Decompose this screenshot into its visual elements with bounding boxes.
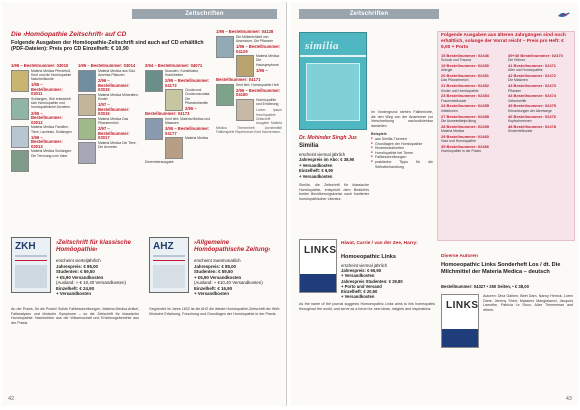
zkh-line: Studenten: € 59,50	[56, 269, 95, 274]
links-line: + Versandkosten	[341, 294, 375, 300]
cover-band	[442, 329, 478, 347]
entry-number: 46 Bestellnummer: 02476	[508, 113, 557, 119]
cd-section-subtitle: Folgende Ausgaben der Homöopathie-Zeitschrift sind auch auf CD erhältlich (PDF-Dateien): Preis pro CD Einzelheft: € 10,90	[11, 40, 204, 53]
entry-title: Allergie	[441, 68, 453, 73]
right-section-tab: Zeitschriften	[299, 9, 439, 19]
entry-number: 28 Bestellnummer: 02459	[441, 123, 490, 129]
entry-title: Infektionen	[441, 108, 458, 113]
issue-item	[78, 64, 140, 77]
left-section-tab: Zeitschriften	[132, 9, 277, 19]
issue-entry	[441, 64, 505, 73]
issue-description: Die Mütterlichkeit von Arsenicum, Die Pflanzen	[236, 34, 274, 43]
entry-number: 27 Bestellnummer: 02458	[441, 113, 490, 119]
example-item: ■ Homöopathie bei Tieren	[371, 151, 433, 156]
special-title: Homoeopathic Links Sonderheft Los / dt. Die Milchmittel der Materia Medica – deutsch	[441, 262, 561, 275]
links-pricing	[341, 263, 435, 299]
issue-entry	[441, 74, 505, 83]
entry-title: Geburtshilfe	[508, 98, 527, 103]
entry-title: Kopfschmerzen	[508, 118, 532, 123]
issue-item	[11, 64, 73, 81]
cover-rule	[15, 255, 47, 257]
zkh-title: ›Zeitschrift für klassische Homöopathie‹	[56, 239, 131, 253]
links-description: As the name of the journal suggests Homoeopathic Links aims to link homeopaths throughout the world, and serve as a forum for new ideas, insights and inspirations.	[299, 302, 435, 311]
ahz-line: erscheint zweimonatlich	[194, 258, 241, 263]
special-description: Autoren: Dina Gahlen, Beet Dam, Nancy Herrick, Loren Dane, Jeremy Sherr, Massimo Mangialavori, Jacques Lamothe, Patricia Le Roux, Alize Timmerman and others.	[483, 294, 573, 312]
entry-title: Alter und Homöopathie	[508, 68, 543, 73]
entry-number: 48 Bestellnummer: 02478	[508, 123, 557, 129]
issues-column-2	[78, 64, 140, 221]
issue-entry	[441, 94, 505, 103]
ahz-description: Gegründet im Jahre 1832 ist die AHZ die älteste Homöopathie-Zeitschrift der Welt: Klinische Erfahrung, Forschung und Grundlagen der Homöopathie in der Praxis.	[149, 307, 280, 316]
issue-number: 2/95 – Bestellnummer: 04172	[165, 78, 210, 88]
issue-entry	[441, 135, 505, 144]
similia-line: + Versandkosten	[299, 162, 333, 168]
issues-column-4	[216, 30, 282, 221]
issue-item	[145, 107, 211, 125]
zkh-logo: ZKH	[15, 241, 36, 252]
issue-description: Materia Medica Das Pflanzenreich	[98, 116, 129, 125]
issue-description: Materia Medica Schlangen. Die Trennung vom Vater	[31, 149, 73, 158]
entry-number: 29 Bestellnummer: 02460	[441, 133, 490, 139]
issue-entry	[441, 145, 505, 154]
issue-item	[11, 112, 73, 134]
entry-number: 15 Bestellnummer: 02446	[441, 54, 490, 58]
entry-number: 39+40 Bestellnummer: 02470	[508, 54, 563, 58]
issue-item	[216, 30, 282, 43]
entry-number: 44 Bestellnummer: 02474	[508, 93, 557, 99]
similia-paragraph: Im Vordergrund stehen Fallberichte, die den Weg von der Anamnese zur Verschreibung nachvollziehbar darstellen.	[371, 110, 433, 128]
cd-section-title: Die ›Homöopathie Zeitschrift‹ auf CD	[11, 31, 127, 38]
cover-band	[300, 274, 336, 292]
links-line: + Porto und Versand	[341, 283, 382, 289]
entry-number: 42 Bestellnummer: 02472	[508, 73, 557, 79]
ahz-line: Einzelheft: € 16,90	[194, 285, 233, 291]
special-author: Diverse Autoren	[441, 254, 478, 259]
cover-image	[15, 265, 47, 288]
zkh-line: Einzelheft: € 24,90	[56, 285, 95, 291]
entry-number: 35 Bestellnummer: 02466	[441, 143, 490, 149]
links-logo: LINKS	[304, 245, 337, 256]
issue-description: Materia Medica Die Hautsymptome	[256, 54, 280, 67]
ahz-logo: AHZ	[153, 241, 174, 252]
issue-entry	[441, 84, 505, 93]
older-issues-title: Folgende Ausgaben aus älteren Jahrgängen sind noch erhältlich, solange der Vorrat reicht – Preis pro Heft: € 5,00 + Porto	[441, 33, 566, 50]
issue-entry	[508, 74, 572, 83]
issue-number: 2/95 – Bestellnummer: 03012	[31, 110, 63, 125]
issues-column-1	[11, 64, 73, 221]
example-item: ■ Grundlagen der Homöopathie	[371, 142, 433, 147]
issue-entry	[508, 94, 572, 103]
cover-band	[300, 55, 366, 57]
similia-line: Jahrespreis im Abo: € 38,90	[299, 157, 355, 163]
column-note: Lorem ipsum Homöopathie Zeitschrift Ausgabe Materia Medica Themenheft Arzneimittel Fallbeispiele Repertorium Kent Hahnemann.	[216, 108, 282, 134]
issue-number: 1/96 – Bestellnummer: 03014	[78, 64, 136, 68]
issue-entry	[508, 104, 572, 113]
issue-number: 1/97 – Bestellnummer: 03016	[98, 102, 130, 117]
ahz-line: + €5,90 Versandkosten	[194, 274, 242, 280]
issue-item	[216, 69, 282, 87]
issue-cover	[11, 150, 29, 172]
entry-title: Kinderheilkunde	[508, 128, 533, 133]
similia-title: Similia	[299, 143, 319, 149]
issue-item	[11, 136, 73, 158]
similia-body-right	[371, 110, 433, 222]
issue-description: Kent lebt. Materia Medica und Miasmen	[165, 116, 211, 125]
links-line: Einzelheft: € 20,90	[341, 289, 378, 295]
issue-number: 3/95 – Bestellnummer: 04177	[165, 126, 210, 136]
entry-title: Die Arzneimittelprüfung	[441, 118, 477, 123]
special-cover-logo: LINKS	[446, 300, 479, 311]
entry-number: 43 Bestellnummer: 02473	[508, 83, 557, 89]
links-line: Jahrespreis: € 65,90	[341, 268, 382, 274]
entry-title: Erkrankungen der Atemwege	[508, 108, 552, 113]
issue-description: Materia Medica Mineralien, Kinder	[98, 92, 139, 101]
issue-description: Materia Medica Familien, Tiere, Lachesis, Schlangen	[31, 125, 72, 134]
issue-description: Materia Medica Die Tiere, Die Arzneien	[98, 140, 137, 150]
issue-item	[11, 83, 73, 109]
issue-item	[145, 79, 211, 105]
issue-number: 2/96 – Bestellnummer: 04180	[236, 87, 281, 98]
links-line: + Versandkosten	[341, 273, 375, 279]
issue-entry	[508, 64, 572, 73]
ahz-line: Studenten: € 59,50	[194, 269, 233, 274]
entry-number: 23 Bestellnummer: 02454	[441, 93, 490, 99]
ahz-title: ›Allgemeine Homöopathische Zeitung‹	[194, 239, 271, 253]
zkh-line: + €5,90 Versandkosten	[56, 274, 104, 280]
special-order-info: Bestellnummer: 04327 • 250 Seiten, • € 38,00	[441, 284, 529, 289]
issue-entry	[441, 104, 505, 113]
issue-description: Materia Medica Pferdefuß, Kent und die Homöopathie Naturheilkunde	[31, 68, 72, 82]
cover-image	[153, 265, 185, 288]
entry-number: 20 Bestellnummer: 02451	[441, 73, 490, 79]
issue-entry	[508, 125, 572, 134]
example-item: ■ Fallbeschreibungen	[371, 155, 433, 160]
issue-description: Materia Medica aus Süd-Amerika Pflanzen	[98, 68, 136, 77]
issue-description: Schlangen, Wie entwickelt sich Homöopathie und homöopathische Arzneien	[31, 96, 71, 110]
ahz-line: + Versandkosten	[194, 291, 230, 296]
issue-item	[216, 89, 282, 107]
links-author: Hiwat, Carrie / van der Zee, Harry:	[341, 241, 418, 246]
entry-title: Schock und Trauma	[441, 58, 472, 63]
entry-title: Kinder und Homöopathie	[441, 88, 479, 93]
ahz-line: Jahrespreis: € 85,00	[194, 263, 236, 269]
example-item: ■ Kinderkrankheiten	[371, 146, 433, 151]
zkh-line: Jahrespreis: € 85,00	[56, 263, 98, 269]
entry-title: Materia Medica	[441, 128, 465, 133]
similia-examples	[371, 137, 433, 169]
similia-line: erscheint viermal jährlich	[299, 152, 346, 157]
example-item: ■ aus Similia-Themen	[371, 137, 433, 142]
issue-entry	[441, 115, 505, 124]
issue-entry	[508, 84, 572, 93]
right-page	[291, 2, 578, 406]
issue-item	[216, 45, 282, 67]
zkh-pricing	[56, 258, 138, 297]
similia-author: Dr. Mohinder Singh Jus	[299, 135, 357, 141]
issue-number: 2/97 – Bestellnummer: 03017	[98, 126, 130, 141]
issue-entry	[441, 54, 505, 63]
older-issues-column-1	[441, 54, 505, 238]
older-issues-column-2	[508, 54, 572, 238]
issue-item	[78, 79, 140, 101]
ahz-pricing	[194, 258, 280, 297]
links-line: Jahrespreis Studenten: € 29,80	[341, 278, 403, 284]
issue-entry	[441, 125, 505, 134]
issue-number: 1/96 – Bestellnummer: 04171	[216, 67, 268, 83]
issue-cover	[236, 99, 254, 121]
zkh-line: erscheint vierteljährlich	[56, 258, 101, 263]
cover-image	[306, 63, 360, 121]
ahz-line: (Ausland: + €10,40 Versandkosten)	[194, 280, 263, 285]
entry-title: Haut und Homöopathie	[441, 139, 476, 144]
issue-description: Nosoden, Konstitution, Krankheiten	[165, 68, 200, 77]
entry-number: 24 Bestellnummer: 02455	[441, 103, 490, 109]
similia-line: Einzelheft: € 9,90	[299, 168, 333, 174]
issue-number: 1/96 – Bestellnummer: 04128	[216, 30, 274, 34]
similia-examples-label: Beispiele	[371, 132, 387, 137]
entry-title: Das Pflanzenreich	[441, 78, 469, 83]
issue-number: 2/94 – Bestellnummer: 04071	[145, 64, 203, 68]
similia-logo: similia	[305, 40, 340, 52]
issue-item	[78, 127, 140, 149]
issue-cover	[165, 137, 183, 159]
similia-pricing	[299, 152, 369, 179]
issue-item	[78, 103, 140, 125]
issue-description: Materia Medica Dezemberausgabe	[145, 136, 209, 165]
zkh-line: + Versandkosten	[56, 291, 92, 296]
entry-title: Homöopathie in der Praxis	[441, 149, 481, 154]
issue-description: Kent lebt. Homöopathie Heft	[236, 82, 279, 87]
issue-number: 2/96 – Bestellnummer: 03015	[98, 78, 130, 93]
issue-entry	[508, 115, 572, 124]
page-number-right: 43	[565, 396, 572, 402]
left-page	[2, 2, 287, 406]
links-cover	[299, 239, 337, 293]
special-cover	[441, 294, 479, 348]
cover-rule	[15, 260, 47, 261]
issue-description: Homöopathie und Ernährung	[256, 97, 279, 107]
entry-title: Die Miasmen	[508, 78, 528, 83]
issues-column-3	[145, 64, 211, 221]
similia-description: Similia, die Zeitschrift für klassische Homöopathie, entspricht dem Bedürfnis breiter Bevölkerungskreise nach fundierter homöopathischer Literatur.	[299, 183, 369, 201]
issue-item	[145, 127, 211, 164]
issue-number: 1/96 – Bestellnummer: 04129	[236, 44, 281, 54]
ahz-cover	[149, 237, 189, 293]
links-title: Homoeopathic Links	[341, 254, 397, 260]
issue-cover	[78, 142, 96, 164]
entry-number: 21 Bestellnummer: 02452	[441, 83, 490, 89]
issue-number: 1/96 – Bestellnummer: 03013	[31, 134, 63, 149]
zkh-description: An der Praxis, für die Praxis! Solide Fallbeschreibungen, Materia Medica Artikel, Fallanalysen und klinische Symptome – so die Zeitschrift für klassische Homöopathie: Nachrichten aus der Wissenschaft und Erfahrungsberichte aus der Praxis.	[11, 307, 139, 325]
entry-number: 19 Bestellnummer: 02450	[441, 63, 490, 69]
cover-rule	[153, 255, 185, 257]
entry-title: Pflanzen	[508, 88, 522, 93]
example-item: ■ praktische Tipps für die Selbstbehandlung	[371, 160, 433, 169]
entry-title: Frauenheilkunde	[441, 98, 467, 103]
issue-entry	[508, 54, 572, 63]
zkh-cover	[11, 237, 51, 293]
issue-number: 2/95 – Bestellnummer: 04173	[145, 106, 197, 117]
entry-title: Die Hühner	[508, 58, 526, 63]
issue-item	[145, 64, 211, 77]
links-line: erscheint viermal jährlich	[341, 263, 388, 268]
entry-number: 45 Bestellnummer: 02475	[508, 103, 557, 109]
issue-number: 1/95 – Bestellnummer: 03011	[31, 82, 63, 97]
cover-rule	[153, 260, 185, 261]
issue-description: Cicuta und Cicuta maculata, Die Pflanzenfamilie	[185, 88, 211, 105]
entry-number: 41 Bestellnummer: 02471	[508, 63, 557, 69]
similia-cover	[299, 32, 367, 130]
bird-logo-icon	[557, 10, 571, 19]
issue-number: 1/95 – Bestellnummer: 03010	[11, 64, 69, 68]
zkh-line: (Ausland: + € 10,40 Versandkosten)	[56, 280, 126, 285]
page-number-left: 42	[8, 396, 15, 402]
similia-line: + Versandkosten	[299, 173, 333, 179]
